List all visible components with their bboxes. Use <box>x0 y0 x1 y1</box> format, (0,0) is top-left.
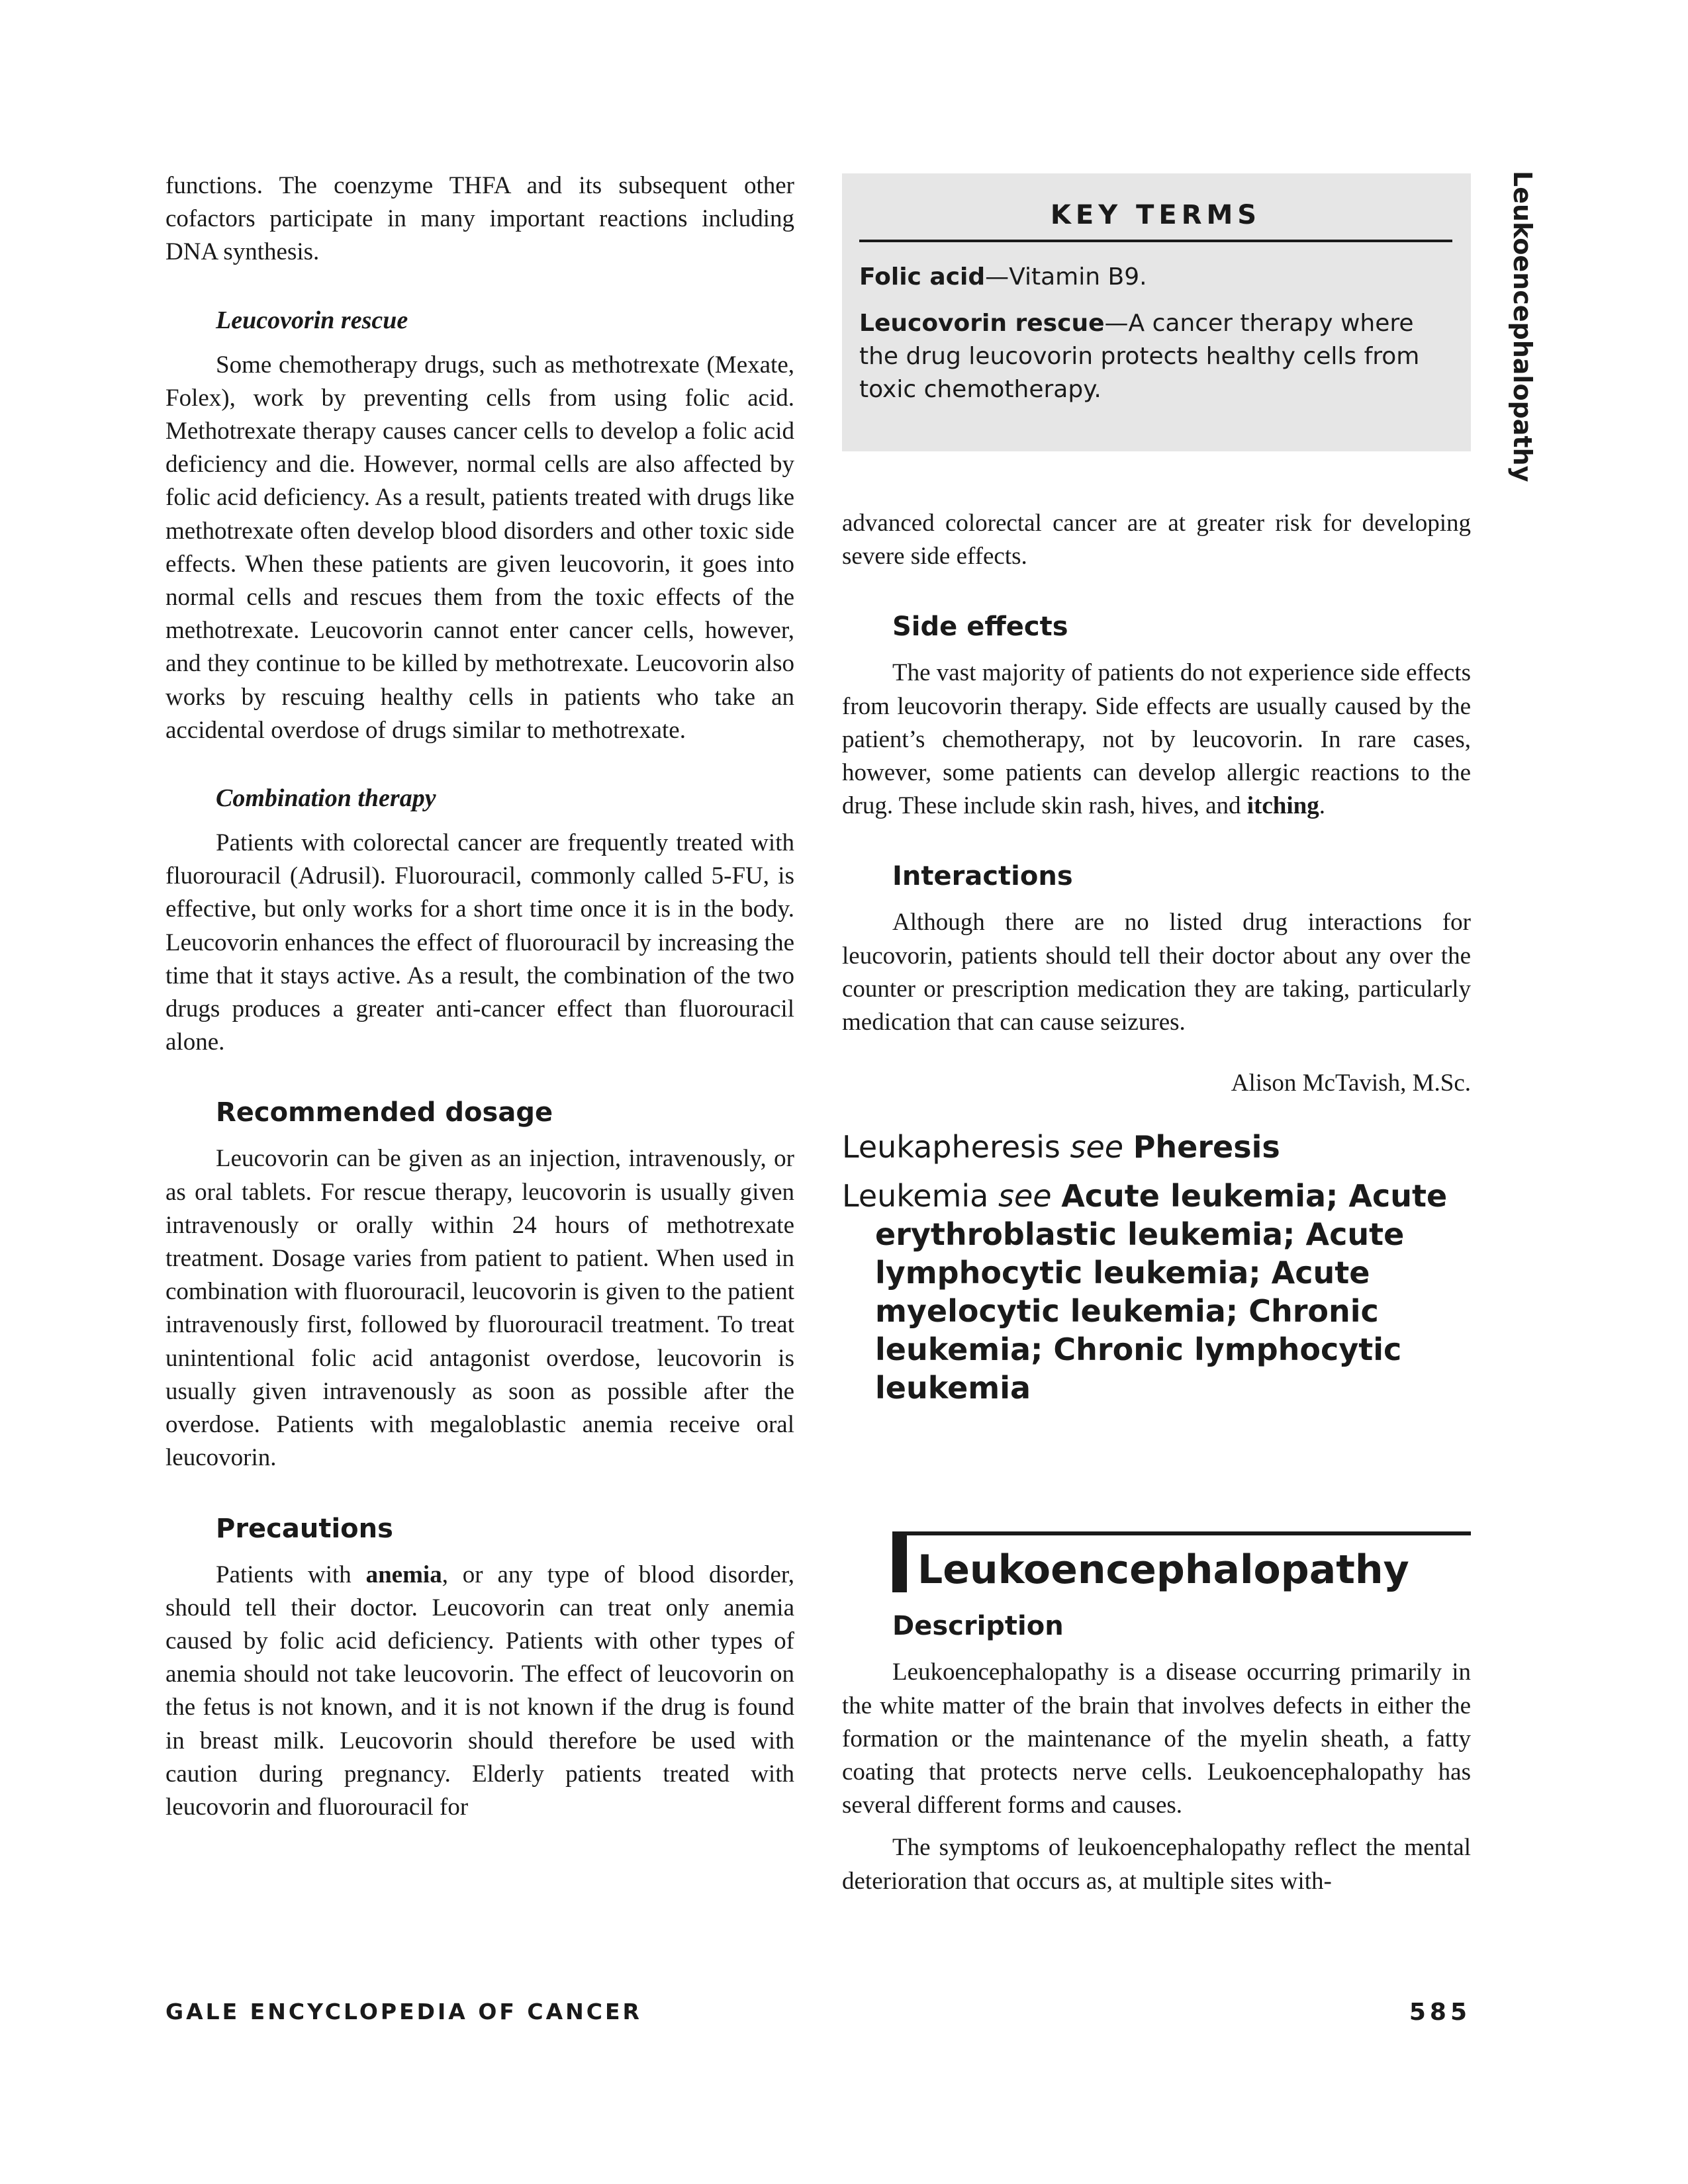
combination-therapy-heading: Combination therapy <box>216 784 436 813</box>
see-word: see <box>1070 1129 1124 1165</box>
page-number: 585 <box>1409 1999 1471 2026</box>
recommended-dosage-heading: Recommended dosage <box>216 1097 553 1128</box>
author-byline: Alison McTavish, M.Sc. <box>1231 1069 1471 1097</box>
entry-title: Leukoencephalopathy <box>917 1547 1409 1594</box>
see-word: see <box>998 1178 1052 1214</box>
see-target: Pheresis <box>1133 1129 1280 1165</box>
precautions-text-start: Patients with <box>216 1561 366 1588</box>
recommended-dosage-paragraph: Leucovorin can be given as an injection, intravenously, or as oral tablets. For rescue therapy, leucovorin is usually given intravenously or orally within 24 hours of methotrexate treatment. Dosage varies from patient to patient. When used in combination with fluorouracil, leucovorin is given to the patient intravenously first, followed by fluorouracil treatment. To treat unintentional folic acid antagonist overdose, leucovorin is usually given intravenously as soon as possible after the overdose. Patients with megaloblastic anemia receive oral leucovorin. <box>165 1145 794 1472</box>
right-column <box>842 169 1471 1898</box>
key-terms-title: KEY TERMS <box>859 200 1452 242</box>
description-heading: Description <box>892 1611 1064 1642</box>
description-paragraph: The symptoms of leukoencephalopathy reflect the mental deterioration that occurs as, at multiple sites with- <box>842 1834 1471 1895</box>
continuation-paragraph: advanced colorectal cancer are at greater risk for developing severe side effects. <box>842 510 1471 570</box>
combination-therapy-paragraph: Patients with colorectal cancer are frequently treated with fluorouracil (Adrusil). Fluorouracil, commonly called 5-FU, is effective, but only works for a short time once it is in the body. Leucovorin enhances the effect of fluorouracil by increasing the time that it stays active. As a result, the combination of the two drugs produces a greater anti-cancer effect than fluorouracil alone. <box>165 829 794 1056</box>
interactions-heading: Interactions <box>892 861 1073 892</box>
entry-heading <box>898 1531 1471 1608</box>
precautions-text-end: , or any type of blood disorder, should tell their doctor. Leucovorin can treat only anemia caused by folic acid deficiency. Patients with other types of anemia should not take leucovorin. The effect of leucovorin on the fetus is not known, and it is not known if the drug is found in breast milk. Leucovorin should therefore be used with caution during pregnancy. Elderly patients treated with leucovorin and fluorouracil for <box>165 1561 794 1821</box>
key-term-name: Folic acid <box>859 263 986 291</box>
left-column <box>165 169 794 1824</box>
see-reference-leukemia <box>842 1177 1471 1407</box>
key-term-name: Leucovorin rescue <box>859 310 1105 337</box>
itching-term: itching <box>1246 792 1319 820</box>
intro-paragraph: functions. The coenzyme THFA and its subsequent other cofactors participate in many important reactions including DNA synthesis. <box>165 172 794 266</box>
see-target: Acute leukemia; Acute erythroblastic leukemia; Acute lymphocytic leukemia; Acute myelocytic leukemia; Chronic leukemia; Chronic lymphocytic leukemia <box>875 1178 1448 1406</box>
entry-heading-bar <box>892 1531 907 1592</box>
precautions-heading: Precautions <box>216 1513 393 1544</box>
side-effects-heading: Side effects <box>892 612 1068 643</box>
see-reference-leukapheresis <box>842 1128 1471 1166</box>
see-term: Leukapheresis <box>842 1129 1060 1165</box>
description-paragraph: Leukoencephalopathy is a disease occurring primarily in the white matter of the brain that involves defects in either the formation or the maintenance of the myelin sheath, a fatty coating that protects nerve cells. Leukoencephalopathy has several different forms and causes. <box>842 1659 1471 1819</box>
section-side-tab <box>1507 171 1540 482</box>
key-term-definition: —Vitamin B9. <box>985 263 1147 291</box>
side-effects-text-start: The vast majority of patients do not experience side effects from leucovorin therapy. Side effects are usually caused by the patient’s chemotherapy, not by leucovorin. In rare cases, however, some patients can develop allergic reactions to the drug. These include skin rash, hives, and <box>842 659 1471 820</box>
leucovorin-rescue-paragraph: Some chemotherapy drugs, such as methotrexate (Mexate, Folex), work by preventing cells from using folic acid. Methotrexate therapy causes cancer cells to develop a folic acid deficiency and die. However, normal cells are also affected by folic acid deficiency. As a result, patients treated with drugs like methotrexate often develop blood disorders and other toxic side effects. When these patients are given leucovorin, it goes into normal cells and rescues them from the toxic effects of the methotrexate. Leucovorin cannot enter cancer cells, however, and they continue to be killed by methotrexate. Leucovorin also works by rescuing healthy cells in patients who take an accidental overdose of drugs similar to methotrexate. <box>165 351 794 744</box>
side-effects-paragraph <box>842 657 1471 823</box>
page-footer <box>165 1999 1471 2032</box>
key-term-definition: —A cancer therapy where the drug leucovorin protects healthy cells from toxic chemotherapy. <box>859 310 1420 403</box>
side-tab-label: Leukoencephalopathy <box>1508 171 1537 482</box>
leucovorin-rescue-heading: Leucovorin rescue <box>216 306 408 334</box>
see-term: Leukemia <box>842 1178 989 1214</box>
publication-title: GALE ENCYCLOPEDIA OF CANCER <box>165 1999 642 2025</box>
interactions-paragraph: Although there are no listed drug interactions for leucovorin, patients should tell their doctor about any over the counter or prescription medication they are taking, particularly medication that can cause seizures. <box>842 909 1471 1036</box>
side-effects-text-end: . <box>1319 792 1325 820</box>
precautions-paragraph <box>165 1559 794 1825</box>
anemia-link-term: anemia <box>365 1561 442 1588</box>
key-terms-spacer <box>842 169 1471 507</box>
